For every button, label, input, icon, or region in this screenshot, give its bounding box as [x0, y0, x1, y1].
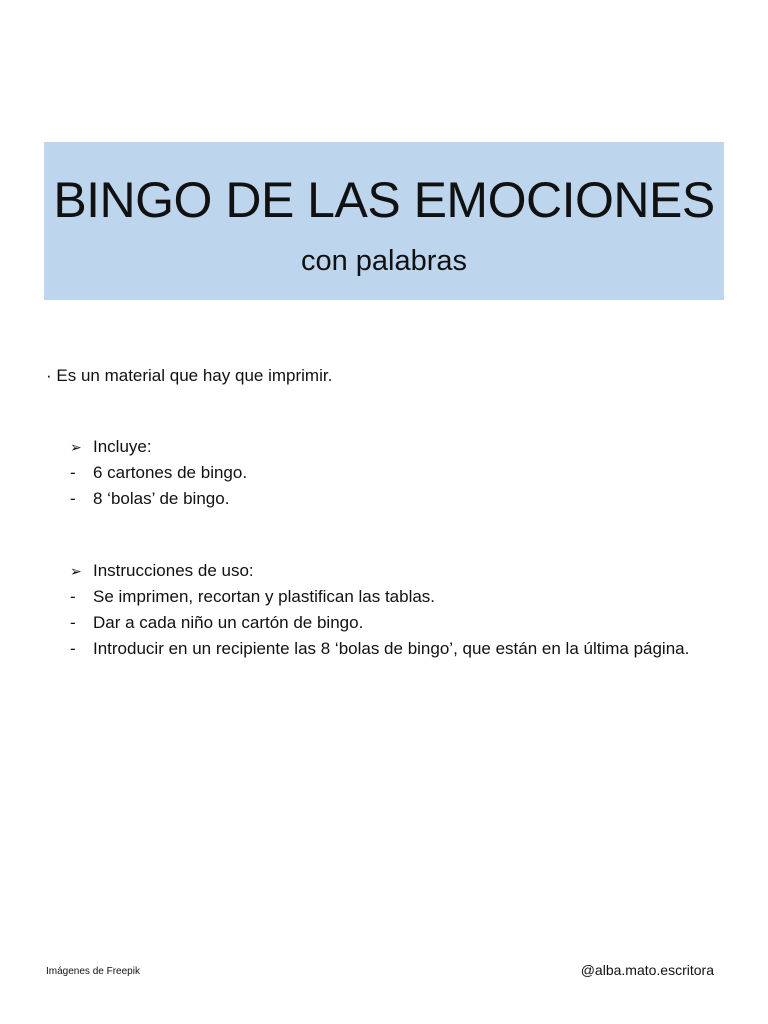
list-item-text: 6 cartones de bingo. — [93, 463, 248, 482]
list-item-text: 8 ‘bolas’ de bingo. — [93, 489, 230, 508]
instructions-section — [70, 558, 720, 662]
intro-text: · Es un material que hay que imprimir. — [46, 366, 333, 385]
list-item: - 6 cartones de bingo. — [70, 460, 720, 486]
author-handle: @alba.mato.escritora — [580, 962, 714, 978]
includes-section — [70, 434, 720, 512]
arrow-bullet-icon: ➢ — [70, 562, 82, 579]
list-item: - Se imprimen, recortan y plastifican las tablas. — [70, 584, 720, 610]
title-banner — [44, 142, 724, 300]
instructions-heading-label: Instrucciones de uso: — [93, 561, 254, 580]
includes-heading — [70, 434, 720, 460]
list-item: - Dar a cada niño un cartón de bingo. — [70, 610, 720, 636]
instructions-heading — [70, 558, 720, 584]
arrow-bullet-icon: ➢ — [70, 438, 82, 455]
page-subtitle: con palabras — [300, 245, 468, 277]
page-title: BINGO DE LAS EMOCIONES — [53, 172, 715, 228]
list-item-text: Introducir en un recipiente las 8 ‘bolas de bingo’, que están en la última página. — [93, 639, 690, 658]
list-item: - Introducir en un recipiente las 8 ‘bolas de bingo’, que están en la última página. — [70, 636, 720, 662]
list-item: - 8 ‘bolas’ de bingo. — [70, 486, 720, 512]
list-item-text: Dar a cada niño un cartón de bingo. — [93, 613, 364, 632]
includes-heading-label: Incluye: — [93, 437, 152, 456]
list-item-text: Se imprimen, recortan y plastifican las tablas. — [93, 587, 436, 606]
image-credit: Imágenes de Freepik — [46, 966, 140, 977]
